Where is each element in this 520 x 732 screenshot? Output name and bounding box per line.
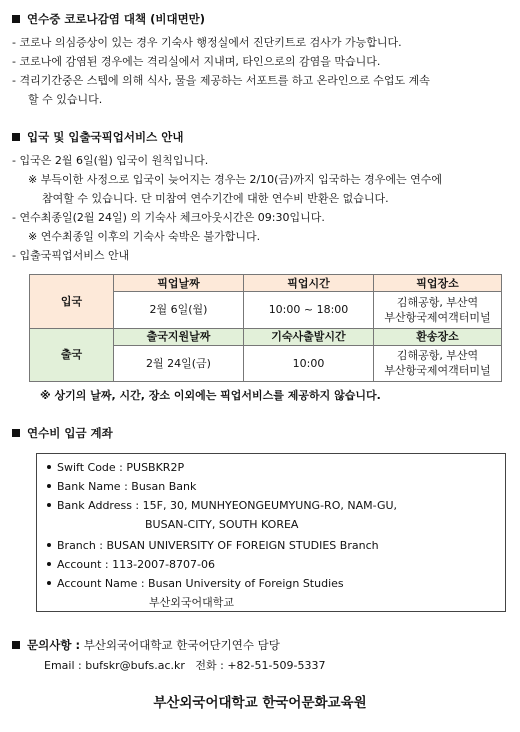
account-item-account-name-2: 부산외국어대학교 [149, 596, 235, 609]
account-item-account-name: Account Name : Busan University of Foreign Studies [47, 578, 344, 589]
account-info-box [36, 453, 506, 612]
square-bullet-icon [12, 133, 20, 141]
arrival-header-time: 픽업시간 [244, 275, 374, 292]
pickup-line-5: ※ 연수최종일 이후의 기숙사 숙박은 불가합니다. [28, 230, 261, 243]
section-title-account: 연수비 입금 계좌 [12, 428, 113, 440]
square-bullet-icon [12, 641, 20, 649]
departure-header-time: 기숙사출발시간 [244, 328, 374, 345]
square-bullet-icon [12, 429, 20, 437]
bullet-dot-icon [47, 465, 51, 469]
section-title-pickup: 입국 및 입출국픽업서비스 안내 [12, 132, 183, 144]
contact-line [12, 640, 280, 652]
departure-date: 2월 24일(금) [114, 345, 244, 382]
account-item-account: Account : 113-2007-8707-06 [47, 559, 215, 570]
account-item-bank-address-2: BUSAN-CITY, SOUTH KOREA [145, 518, 299, 531]
covid-line-1: - 코로나 의심증상이 있는 경우 기숙사 행정실에서 진단키트로 검사가 가능합니다. [12, 36, 402, 49]
bullet-dot-icon [47, 543, 51, 547]
bullet-dot-icon [47, 562, 51, 566]
arrival-date: 2월 6일(월) [114, 292, 244, 329]
arrival-time: 10:00 ~ 18:00 [244, 292, 374, 329]
contact-text: 부산외국어대학교 한국어단기연수 담당 [83, 638, 280, 652]
arrival-place-line-2: 부산항국제여객터미널 [384, 310, 491, 324]
account-item-branch: Branch : BUSAN UNIVERSITY OF FOREIGN STUDIES Branch [47, 540, 379, 551]
departure-place [374, 345, 502, 382]
arrival-place-line-1: 김해공항, 부산역 [396, 295, 479, 309]
departure-label: 출국 [30, 328, 114, 382]
covid-line-4: 할 수 있습니다. [28, 93, 103, 106]
departure-place-line-2: 부산항국제여객터미널 [384, 364, 491, 378]
square-bullet-icon [12, 15, 20, 23]
arrival-label: 입국 [30, 275, 114, 329]
covid-line-2: - 코로나에 감염된 경우에는 격리실에서 지내며, 타인으로의 감염을 막습니다. [12, 55, 381, 68]
footer-institution: 부산외국어대학교 한국어문화교육원 [153, 695, 367, 711]
contact-email-phone: Email : bufskr@bufs.ac.kr 전화 : +82-51-509-5337 [44, 659, 326, 672]
pickup-line-6: - 입출국픽업서비스 안내 [12, 249, 130, 262]
pickup-line-4: - 연수최종일(2월 24일) 의 기숙사 체크아웃시간은 09:30입니다. [12, 211, 325, 224]
covid-line-3: - 격리기간중은 스텝에 의해 식사, 물을 제공하는 서포트를 하고 온라인으로 수업도 계속 [12, 74, 430, 87]
contact-label: 문의사항 : [27, 638, 81, 652]
departure-place-line-1: 김해공항, 부산역 [396, 349, 479, 363]
pickup-line-3: 참여할 수 있습니다. 단 미참여 연수기간에 대한 연수비 반환은 없습니다. [42, 192, 389, 205]
bullet-dot-icon [47, 484, 51, 488]
pickup-table [29, 274, 502, 382]
departure-time: 10:00 [244, 345, 374, 382]
account-item-bank-address: Bank Address : 15F, 30, MUNHYEONGEUMYUNG-RO, NAM-GU, [47, 500, 397, 511]
arrival-header-date: 픽업날짜 [114, 275, 244, 292]
bullet-dot-icon [47, 503, 51, 507]
bullet-dot-icon [47, 581, 51, 585]
pickup-line-2: ※ 부득이한 사정으로 입국이 늦어지는 경우는 2/10(금)까지 입국하는 경우에는 연수에 [28, 173, 442, 186]
pickup-line-1: - 입국은 2월 6일(월) 입국이 원칙입니다. [12, 154, 209, 167]
pickup-note: ※ 상기의 날짜, 시간, 장소 이외에는 픽업서비스를 제공하지 않습니다. [40, 389, 381, 402]
account-item-swift: Swift Code : PUSBKR2P [47, 462, 184, 473]
arrival-place [374, 292, 502, 329]
account-item-bank-name: Bank Name : Busan Bank [47, 481, 196, 492]
section-title-covid: 연수중 코로나감염 대책 (비대면만) [12, 14, 205, 26]
departure-header-place: 환송장소 [374, 328, 502, 345]
arrival-header-place: 픽업장소 [374, 275, 502, 292]
departure-header-date: 출국지원날짜 [114, 328, 244, 345]
